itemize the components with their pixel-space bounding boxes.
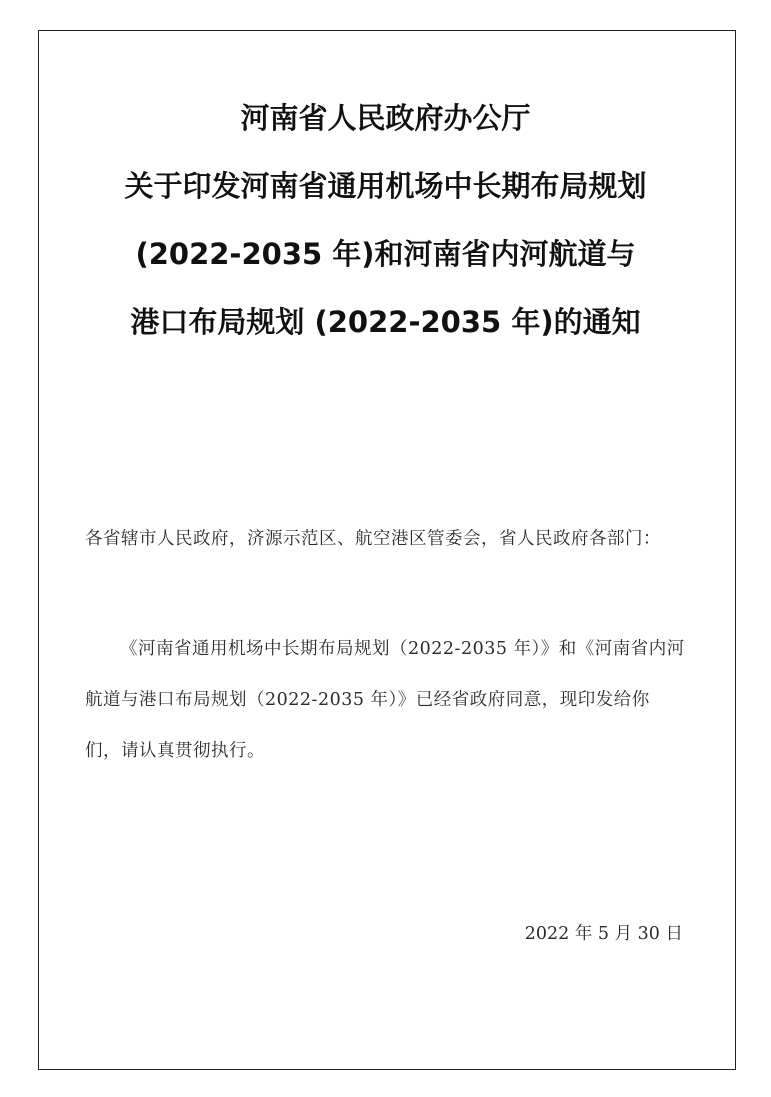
document-title [0, 84, 771, 356]
document-date: 2022 年 5 月 30 日 [524, 924, 683, 944]
title-line-3: (2022-2035 年)和河南省内河航道与 [135, 237, 636, 271]
title-line-2: 关于印发河南省通用机场中长期布局规划 [124, 169, 647, 203]
title-line-1: 河南省人民政府办公厅 [240, 101, 531, 135]
body-paragraph: 《河南省通用机场中长期布局规划（2022-2035 年）》和《河南省内河航道与港口布局规划（2022-2035 年）》已经省政府同意，现印发给你们，请认真贯彻执行。 [85, 639, 685, 761]
addressee: 各省辖市人民政府，济源示范区、航空港区管委会，省人民政府各部门： [85, 529, 661, 549]
title-line-4: 港口布局规划 (2022-2035 年)的通知 [130, 305, 641, 339]
